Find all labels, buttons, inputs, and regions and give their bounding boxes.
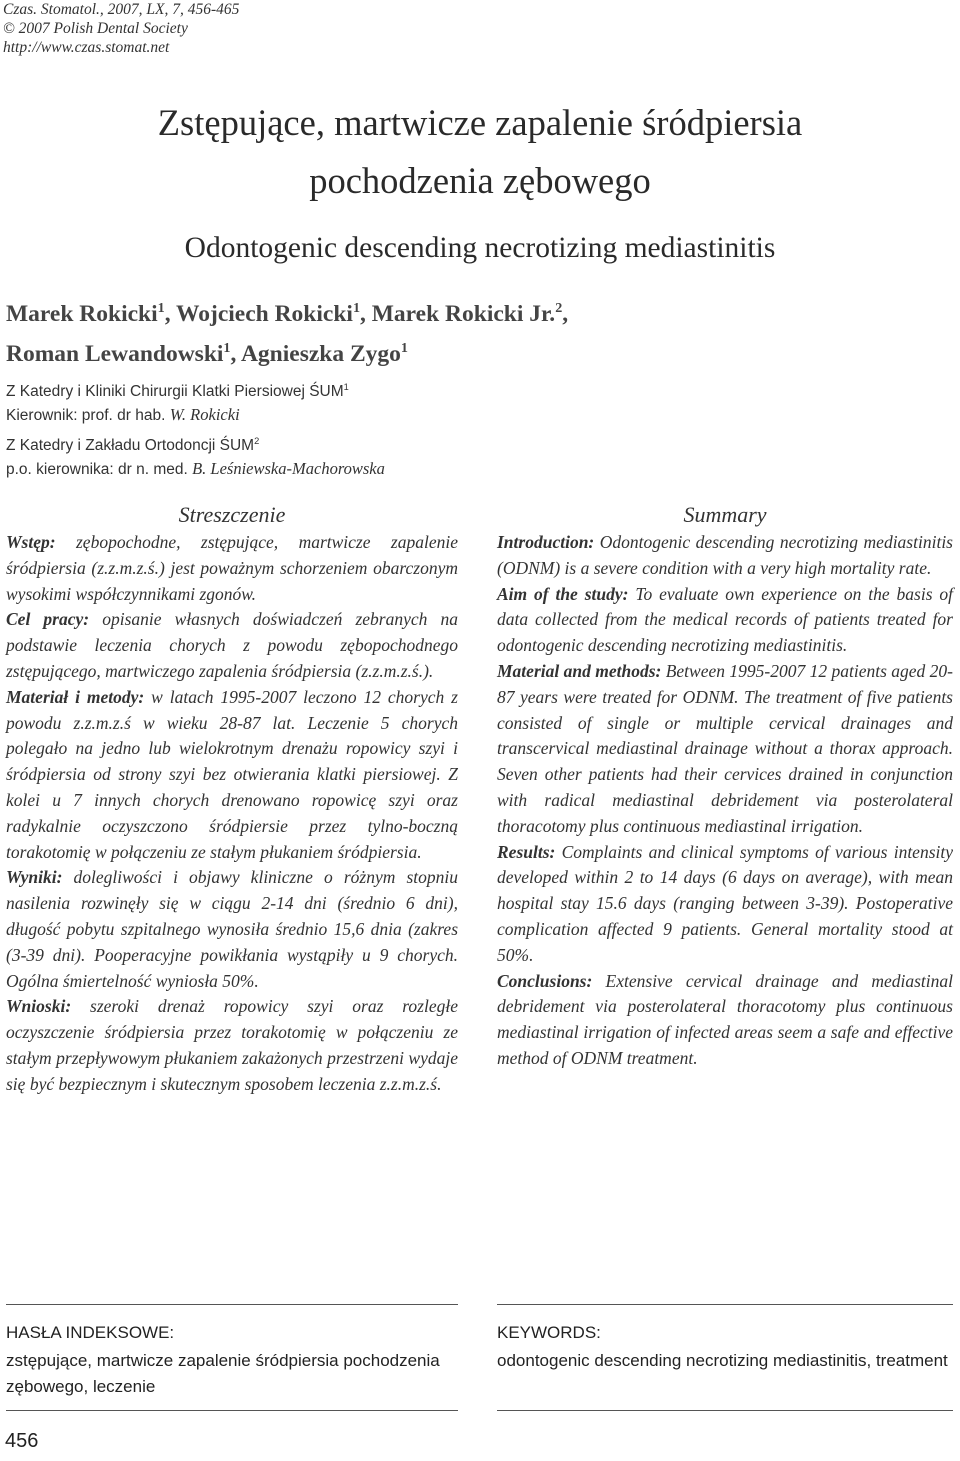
author-list: Marek Rokicki$^1$, Wojciech Rokicki$^1$, Marek Rokicki Jr.$^2$, Roman Lewandowski$^1$, Agnieszka Zygo$^1$ (6, 300, 569, 367)
copyright: © 2007 Polish Dental Society (3, 20, 188, 37)
abstract-section-conclusions: Wnioski: szeroki drenaż ropowicy szyi oraz rozległe oczyszczenie śródpiersia przez torakotomię w połączeniu ze stałym przepływowym płukaniem zakażonych przestrzeni wydaje się być bezpiecznym i skutecznym sposobem leczenia z.z.m.z.ś. (6, 996, 458, 1094)
abstract-polish-heading: Streszczenie (178, 502, 286, 527)
divider (6, 1304, 458, 1305)
summary-section-intro: Introduction: Odontogenic descending necrotizing mediastinitis (ODNM) is a severe condition with a very high mortality rate. (497, 532, 953, 578)
summary-section-methods: Material and methods: Between 1995-2007 12 patients aged 20-87 years were treated for ODNM. The treatment of five patients consisted of single or multiple cervical drainages and transcervical mediastinal drainage without a thorax approach. Seven other patients had their cervices drained in conjunction with radical mediastinal debridement via posterolateral thoracotomy plus continuous mediastinal irrigation. (497, 660, 953, 836)
affiliation-1: Z Katedry i Kliniki Chirurgii Klatki Piersiowej ŚUM$^1$ (6, 381, 349, 400)
affiliation-2: Z Katedry i Zakładu Ortodoncji ŚUM$^2$ (6, 435, 260, 454)
title-polish (0, 94, 960, 210)
keywords-english (497, 1320, 953, 1374)
author-name: Marek Rokicki Jr. (371, 301, 556, 327)
title-polish-line1: Zstępujące, martwicze zapalenie śródpiersia (157, 102, 803, 143)
abstract-section-methods: Materiał i metody: w latach 1995-2007 leczono 12 chorych z powodu z.z.m.z.ś w wieku 28-87 lat. Leczenie 5 chorych polegało na jedno lub wielokrotnym drenażu ropowicy szyi i śródpiersia od strony szyi bez otwierania klatki piersiowej. Z kolei u 7 innych chorych drenowano ropowicę szyi oraz radykalnie oczyszczono śródpiersie przez tylno-boczną torakotomię w połączeniu ze stałym płukaniem śródpiersia. (6, 686, 458, 862)
keywords-polish-heading: HASŁA INDEKSOWE: (6, 1323, 175, 1342)
author-affiliation-mark: 1 (223, 340, 231, 357)
abstract-english (497, 500, 953, 1072)
title-english: Odontogenic descending necrotizing mediastinitis (184, 232, 776, 264)
journal-header (3, 0, 239, 57)
abstract-section-aim: Cel pracy: opisanie własnych doświadczeń zebranych na podstawie leczenia chorych z powodu zębopochodnego zstępującego, martwiczego zapalenia śródpiersia (z.z.m.z.ś.). (6, 609, 459, 681)
keywords-polish-text: zstępujące, martwicze zapalenie śródpiersia pochodzenia zębowego, leczenie (6, 1351, 440, 1396)
abstract-section-results: Wyniki: dolegliwości i objawy kliniczne o różnym stopniu nasilenia rozwinęły się w ciągu 2-14 dni (średnio 6 dni), długość pobytu szpitalnego wynosiła średnio 15,6 dnia (zakres (3-39 dni). Pooperacyjne powikłania wystąpiły u 9 chorych. Ogólna śmiertelność wyniosła 50%. (6, 867, 458, 991)
summary-section-results: Results: Complaints and clinical symptoms of various intensity developed within 2 to 14 days (6 days on average), with mean hospital stay 15.6 days (ranging between 3-39). Postoperative complication affected 9 patients. General mortality stood at 50%. (497, 841, 953, 965)
author-affiliation-mark: 1 (157, 300, 165, 317)
journal-url[interactable]: http://www.czas.stomat.net (3, 39, 170, 56)
author-affiliation-mark: 2 (555, 300, 563, 317)
author-name: Agnieszka Zygo (240, 341, 401, 367)
keywords-polish (6, 1320, 458, 1400)
author-affiliation-mark: 1 (400, 340, 408, 357)
keywords-english-heading: KEYWORDS: (497, 1323, 601, 1342)
abstract-section-intro: Wstęp: zębopochodne, zstępujące, martwicze zapalenie śródpiersia (z.z.m.z.ś.) jest poważnym schorzeniem obarczonym wysokimi współczynnikami zgonów. (6, 532, 458, 604)
summary-section-conclusions: Conclusions: Extensive cervical drainage and mediastinal debridement via posterolateral thoracotomy plus continuous mediastinal irrigation of infected areas seem a safe and effective method of ODNM treatment. (497, 970, 953, 1068)
summary-section-aim: Aim of the study: To evaluate own experience on the basis of data collected from the medical records of patients treated for odontogenic descending necrotizing mediastinitis. (497, 583, 953, 656)
abstract-polish (6, 500, 458, 1098)
affiliation-2-head: p.o. kierownika: dr n. med. B. Leśniewska-Machorowska (6, 459, 385, 478)
page-number: 456 (5, 1430, 39, 1452)
citation: Czas. Stomatol., 2007, LX, 7, 456-465 (3, 1, 240, 18)
author-affiliation-mark: 1 (352, 300, 360, 317)
divider (497, 1304, 953, 1305)
divider (6, 1410, 458, 1411)
affiliation-1-head: Kierownik: prof. dr hab. W. Rokicki (6, 405, 240, 424)
affiliations (6, 380, 385, 481)
abstract-english-heading: Summary (683, 502, 767, 527)
author-name: Marek Rokicki (6, 301, 158, 327)
keywords-english-text: odontogenic descending necrotizing mediastinitis, treatment (497, 1351, 948, 1370)
author-name: Roman Lewandowski (6, 341, 224, 367)
divider (497, 1410, 953, 1411)
title-polish-line2: pochodzenia zębowego (309, 160, 651, 201)
author-name: Wojciech Rokicki (176, 301, 353, 327)
